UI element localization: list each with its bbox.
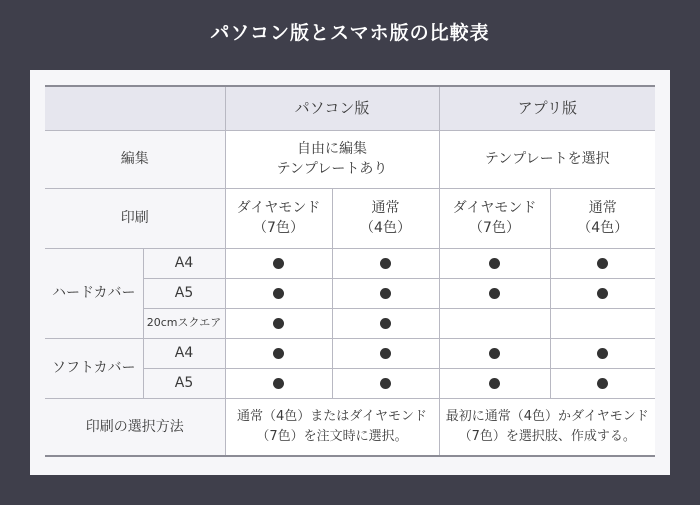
availability-cell [225,368,332,398]
available-dot-icon [273,288,284,299]
print-pc-normal-line1: 通常 [371,200,400,216]
hardcover-row-a4 [45,248,655,278]
availability-cell [225,278,332,308]
method-row [45,398,655,456]
header-pc: パソコン版 [225,86,439,130]
availability-cell [225,248,332,278]
availability-cell [332,368,439,398]
hardcover-label: ハードカバー [45,248,143,338]
print-app-normal-line1: 通常 [588,200,617,216]
method-app [439,398,655,456]
availability-cell [439,338,550,368]
method-label: 印刷の選択方法 [45,398,225,456]
availability-cell [332,308,439,338]
comparison-panel [30,70,670,475]
print-app-diamond-line2: （7色） [469,220,520,236]
availability-cell [332,278,439,308]
method-app-line2: （7色）を選択肢、作成する。 [458,428,636,444]
print-app-normal [550,188,655,248]
edit-row [45,130,655,188]
print-pc-normal-line2: （4色） [360,220,411,236]
print-pc-diamond-line2: （7色） [253,220,304,236]
available-dot-icon [380,348,391,359]
header-row [45,86,655,130]
availability-cell [332,338,439,368]
print-app-diamond-line1: ダイヤモンド [452,200,537,216]
edit-pc-line1: 自由に編集 [297,141,367,157]
availability-cell [550,308,655,338]
print-pc-diamond [225,188,332,248]
available-dot-icon [597,348,608,359]
available-dot-icon [273,318,284,329]
softcover-row-a4 [45,338,655,368]
available-dot-icon [489,378,500,389]
availability-cell [439,248,550,278]
edit-label: 編集 [45,130,225,188]
available-dot-icon [273,378,284,389]
availability-cell [550,248,655,278]
method-pc-line2: （7色）を注文時に選択。 [256,428,408,444]
available-dot-icon [273,348,284,359]
print-app-normal-line2: （4色） [577,220,629,236]
edit-app: テンプレートを選択 [439,130,655,188]
available-dot-icon [597,378,608,389]
print-label: 印刷 [45,188,225,248]
method-pc [225,398,439,456]
size-label: A5 [143,278,225,308]
size-label: A4 [143,248,225,278]
availability-cell [225,338,332,368]
method-app-line1: 最初に通常（4色）かダイヤモンド [445,408,649,424]
available-dot-icon [597,258,608,269]
availability-cell [439,308,550,338]
available-dot-icon [380,288,391,299]
print-pc-normal [332,188,439,248]
size-label: A5 [143,368,225,398]
availability-cell [550,278,655,308]
available-dot-icon [380,258,391,269]
edit-pc-line2: テンプレートあり [276,161,388,177]
header-app: アプリ版 [439,86,655,130]
size-label: A4 [143,338,225,368]
available-dot-icon [380,318,391,329]
softcover-label: ソフトカバー [45,338,143,398]
available-dot-icon [273,258,284,269]
size-label: 20cmスクエア [143,308,225,338]
available-dot-icon [489,348,500,359]
method-pc-line1: 通常（4色）またはダイヤモンド [237,408,428,424]
availability-cell [550,368,655,398]
availability-cell [225,308,332,338]
availability-cell [332,248,439,278]
available-dot-icon [489,258,500,269]
page-title: パソコン版とスマホ版の比較表 [210,22,490,44]
availability-cell [550,338,655,368]
availability-cell [439,278,550,308]
available-dot-icon [380,378,391,389]
print-pc-diamond-line1: ダイヤモンド [236,200,321,216]
edit-pc [225,130,439,188]
print-row [45,188,655,248]
available-dot-icon [489,288,500,299]
availability-cell [439,368,550,398]
print-app-diamond [439,188,550,248]
header-empty-cell [45,86,225,130]
comparison-table [45,85,655,457]
available-dot-icon [597,288,608,299]
